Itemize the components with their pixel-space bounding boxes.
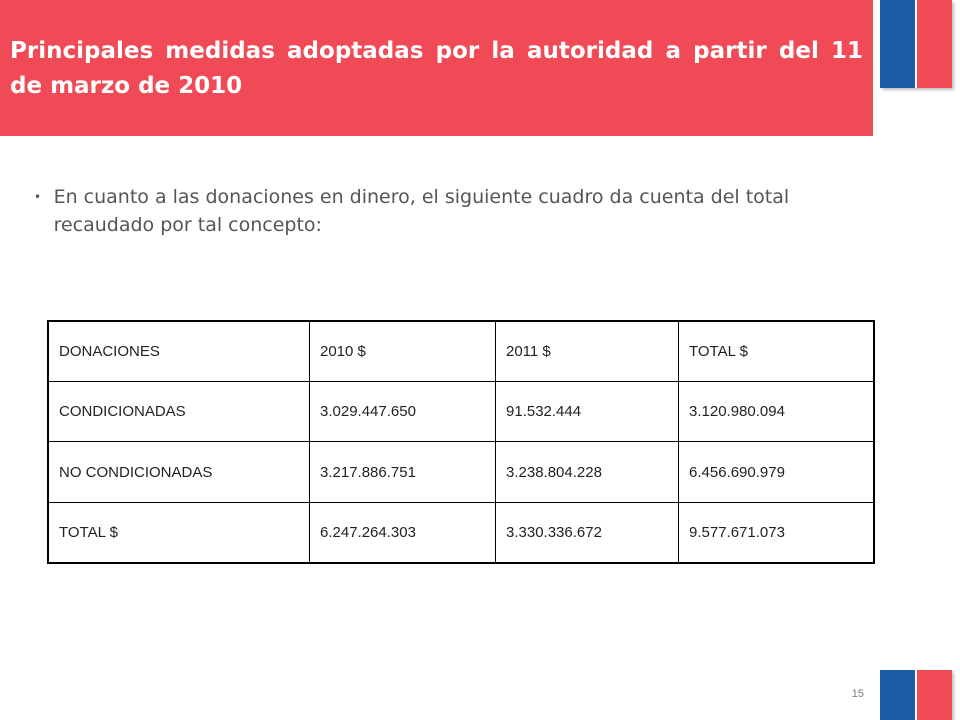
table-cell: 9.577.671.073 <box>679 502 875 563</box>
slide-title: Principales medidas adoptadas por la autoridad a partir del 11 de marzo de 2010 <box>10 38 863 99</box>
table-row <box>48 502 874 563</box>
flag-logo-bottom <box>880 670 952 720</box>
bullet-item <box>34 183 814 239</box>
table-cell: 3.217.886.751 <box>310 442 496 502</box>
header-cell: 2010 $ <box>310 321 496 382</box>
table-cell: 3.238.804.228 <box>496 442 679 502</box>
table-row <box>48 442 874 502</box>
table-cell: 3.120.980.094 <box>679 382 875 442</box>
flag-blue-stripe <box>880 670 915 720</box>
table-cell: 6.247.264.303 <box>310 502 496 563</box>
header-cell: DONACIONES <box>48 321 310 382</box>
title-bar <box>0 0 873 136</box>
table-cell: 3.029.447.650 <box>310 382 496 442</box>
bullet-text: En cuanto a las donaciones en dinero, el siguiente cuadro da cuenta del total recaudado por tal concepto: <box>53 186 790 236</box>
table-row <box>48 382 874 442</box>
page-number: 15 <box>851 688 864 700</box>
header-cell: 2011 $ <box>496 321 679 382</box>
table-header-row <box>48 321 874 382</box>
header-cell: TOTAL $ <box>679 321 875 382</box>
flag-red-stripe <box>917 0 952 88</box>
bullet-icon: • <box>34 190 42 204</box>
donations-table <box>47 320 875 564</box>
flag-red-stripe <box>917 670 952 720</box>
table-cell: 3.330.336.672 <box>496 502 679 563</box>
table-cell: 91.532.444 <box>496 382 679 442</box>
flag-blue-stripe <box>880 0 915 88</box>
table-cell: CONDICIONADAS <box>48 382 310 442</box>
table-cell: NO CONDICIONADAS <box>48 442 310 502</box>
table-cell: 6.456.690.979 <box>679 442 875 502</box>
flag-logo-top <box>880 0 952 88</box>
table-cell: TOTAL $ <box>48 502 310 563</box>
